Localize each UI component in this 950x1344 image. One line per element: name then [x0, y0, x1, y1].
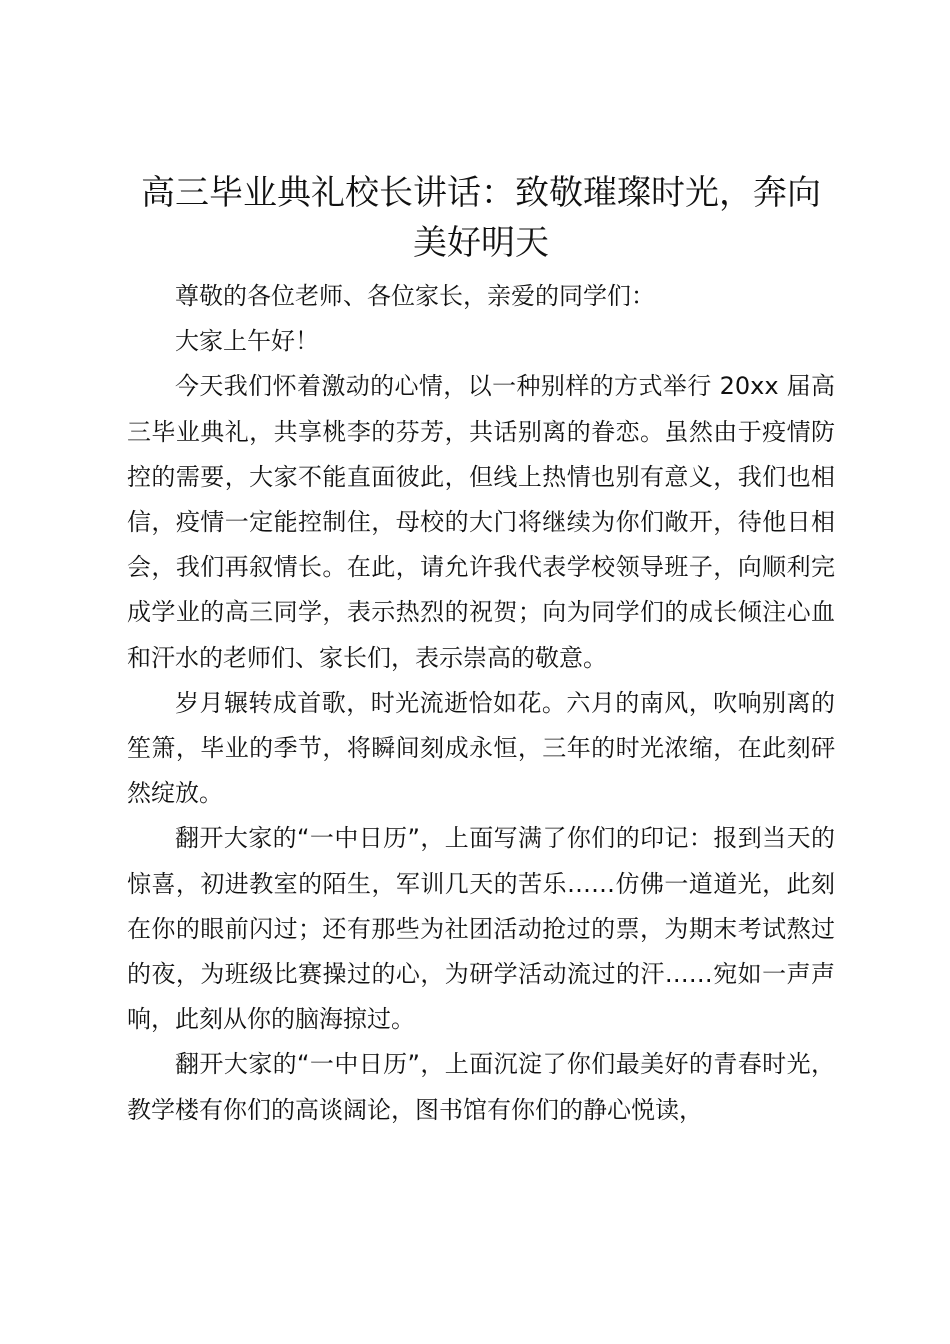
greeting-paragraph: 大家上午好！: [175, 327, 319, 356]
salutation-paragraph: 尊敬的各位老师、各位家长，亲爱的同学们：: [175, 282, 655, 310]
body-paragraph-1: 今天我们怀着激动的心情，以一种别样的方式举行 20xx 届高三毕业典礼，共享桃李的芬芳，共话别离的眷恋。虽然由于疫情防控的需要，大家不能直面彼此，但线上热情也别有意义，我们也相信，疫情一定能控制住，母校的大门将继续为你们敞开，待他日相会，我们再叙情长。在此，请允许我代表学校领导班子，向顺利完成学业的高三同学，表示热烈的祝贺；向为同学们的成长倾注心血和汗水的老师们、家长们，表示崇高的敬意。: [127, 372, 835, 672]
body-paragraph-2: 岁月辗转成首歌，时光流逝恰如花。六月的南风，吹响别离的笙箫，毕业的季节，将瞬间刻成永恒，三年的时光浓缩，在此刻砰然绽放。: [127, 688, 835, 808]
document-title: 高三毕业典礼校长讲话：致敬璀璨时光，奔向美好明天: [141, 173, 821, 263]
document-page: [127, 168, 835, 1133]
body-paragraph-3: 翻开大家的“一中日历”，上面写满了你们的印记：报到当天的惊喜，初进教室的陌生，军训几天的苦乐……仿佛一道道光，此刻在你的眼前闪过；还有那些为社团活动抢过的票，为期末考试熬过的夜，为班级比赛操过的心，为研学活动流过的汗……宛如一声声响，此刻从你的脑海掠过。: [127, 824, 835, 1034]
body-paragraph-4: 翻开大家的“一中日历”，上面沉淀了你们最美好的青春时光，教学楼有你们的高谈阔论，图书馆有你们的静心悦读，: [127, 1050, 835, 1124]
